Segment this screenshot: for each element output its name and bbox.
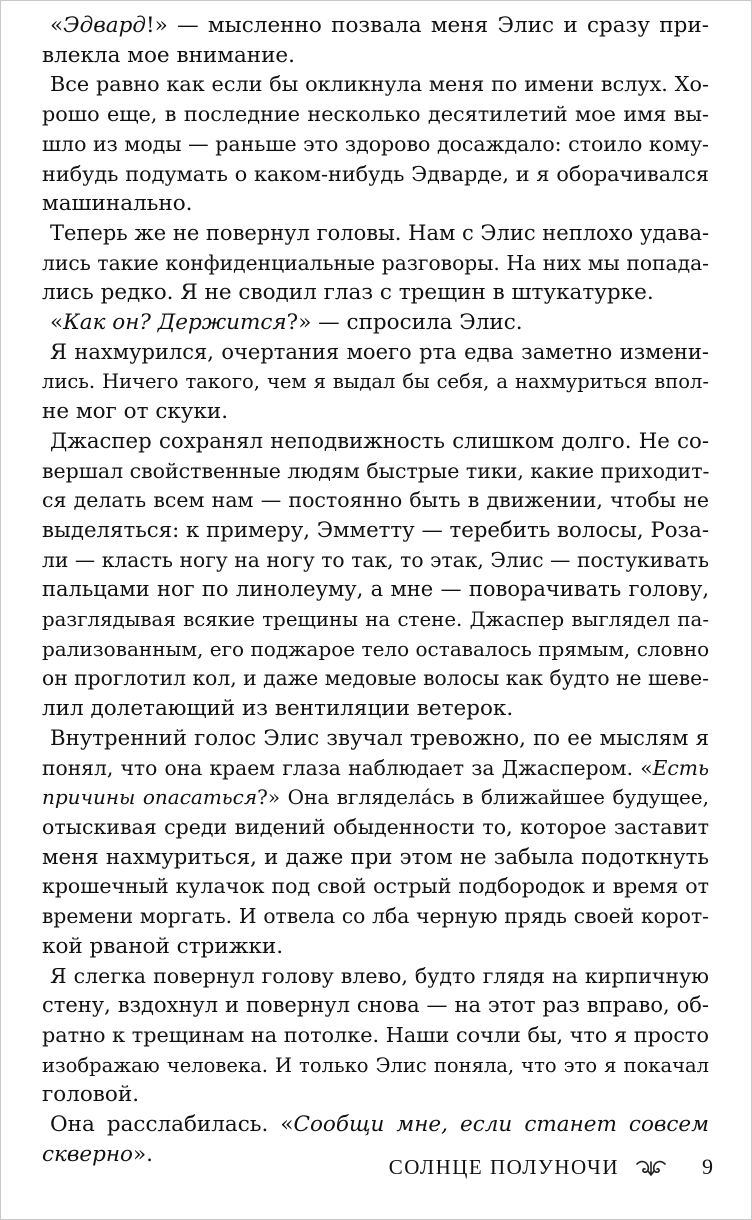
text-line: [42, 249, 709, 279]
text-line: [42, 397, 709, 427]
page-footer: [1, 1151, 751, 1181]
text-run: шло из моды — раньше это здорово досаждало: стоило кому-: [42, 131, 709, 156]
text-line: [42, 338, 709, 368]
text-run: лись такие конфиденциальные разговоры. На них мы попада-: [42, 250, 709, 275]
text-line: [42, 100, 709, 130]
text-line: [42, 160, 709, 190]
text-line: [42, 367, 709, 397]
text-run: ?» Она вглядела́сь в ближайшее будущее,: [257, 785, 710, 810]
text-line: [42, 219, 709, 249]
text-run: лил долетающий из вентиляции ветерок.: [42, 696, 514, 722]
text-run: машинально.: [42, 191, 193, 217]
text-line: [42, 1110, 709, 1140]
text-run: разглядывая всякие трещины на стене. Джаспер выглядел па-: [42, 608, 709, 632]
text-line: [42, 962, 709, 992]
text-run: Я нахмурился, очертания моего рта едва заметно измени-: [50, 339, 709, 364]
text-line: [42, 843, 709, 873]
text-run: ся делать всем нам — постоянно быть в движении, чтобы не: [42, 488, 709, 513]
text-run: времени моргать. И отвела со лба черную прядь своей корот-: [42, 904, 709, 929]
paragraph: [42, 427, 709, 724]
text-line: [42, 1080, 709, 1110]
text-line: [42, 902, 709, 932]
text-line: [42, 694, 709, 724]
text-run: выделяться: к примеру, Эмметту — теребить волосы, Роза-: [42, 517, 709, 543]
text-line: [42, 516, 709, 546]
text-line: [42, 932, 709, 962]
text-line: [42, 991, 709, 1021]
paragraph: [42, 11, 709, 70]
text-run: !» — мысленно позвала меня Элис и сразу при-: [145, 13, 709, 38]
text-line: [42, 486, 709, 516]
paragraph: [42, 219, 709, 308]
text-run: ли — класть ногу на ногу то так, то этак, Элис — постукивать: [42, 547, 709, 572]
text-run: рализованным, его поджарое тело оставалось прямым, словно: [42, 636, 710, 661]
paragraph: [42, 338, 709, 427]
text-line: [42, 457, 709, 487]
text-run: кой рваной стрижки.: [42, 933, 284, 959]
text-run: меня нахмуриться, и даже при этом не забыла подоткнуть: [42, 844, 709, 870]
paragraph: [42, 724, 709, 962]
text-line: [42, 575, 709, 605]
text-run: влекла мое внимание.: [42, 42, 295, 68]
text-line: [42, 308, 709, 338]
text-run: крошечный кулачок под свой острый подбородок и время от: [42, 874, 709, 899]
running-title: СОЛНЦЕ ПОЛУНОЧИ: [388, 1155, 619, 1179]
text-line: [42, 278, 709, 308]
text-line: [42, 130, 709, 160]
text-run: лись. Ничего такого, чем я выдал бы себя, а нахмуриться впол-: [42, 370, 709, 394]
text-line: [42, 11, 709, 41]
text-body: [42, 11, 709, 1169]
italic-text: причины опасаться: [42, 785, 258, 810]
text-run: «: [50, 13, 64, 38]
paragraph: [42, 308, 709, 338]
italic-text: скверно: [42, 1141, 133, 1167]
text-line: [42, 872, 709, 902]
text-run: отыскивая среди видений обыденности то, которое заставит: [42, 814, 709, 839]
fleuron-icon: [635, 1159, 667, 1177]
text-run: он проглотил кол, и даже медовые волосы как будто не шеве-: [42, 666, 709, 691]
text-line: [42, 813, 709, 843]
text-line: [42, 1051, 709, 1081]
italic-text: Эдвард: [63, 13, 146, 38]
paragraph: [42, 70, 709, 219]
italic-text: Есть: [652, 755, 709, 780]
text-line: [42, 724, 709, 754]
text-run: Теперь же не повернул головы. Нам с Элис неплохо удава-: [50, 220, 710, 245]
text-run: вершал свойственные людям быстрые тики, какие приходит-: [42, 458, 710, 483]
text-line: [42, 754, 709, 784]
text-line: [42, 605, 709, 635]
text-line: [42, 664, 709, 694]
text-run: Внутренний голос Элис звучал тревожно, по ее мыслям я: [50, 725, 709, 751]
text-line: [42, 427, 709, 457]
text-run: Она расслабилась. «: [50, 1112, 294, 1138]
text-line: [42, 189, 709, 219]
text-run: лись редко. Я не сводил глаз с трещин в штукатурке.: [42, 280, 654, 306]
text-line: [42, 41, 709, 71]
page-number: 9: [702, 1154, 713, 1179]
text-run: Все равно как если бы окликнула меня по имени вслух. Хо-: [50, 72, 709, 97]
text-run: не мог от скуки.: [42, 399, 229, 425]
text-line: [42, 70, 709, 100]
text-run: стену, вздохнул и повернул снова — на этот раз вправо, об-: [42, 993, 709, 1018]
text-line: [42, 1021, 709, 1051]
text-line: [42, 635, 709, 665]
text-run: ратно к трещинам на потолке. Наши сочли бы, что я просто: [42, 1022, 709, 1047]
text-line: [42, 546, 709, 576]
text-run: нибудь подумать о каком-нибудь Эдварде, и я оборачивался: [42, 161, 709, 186]
text-run: ».: [133, 1141, 153, 1167]
text-run: Я слегка повернул голову влево, будто глядя на кирпичную: [50, 963, 709, 988]
italic-text: Сообщи мне, если станет совсем: [293, 1112, 709, 1138]
text-run: понял, что она краем глаза наблюдает за Джаспером. «: [42, 755, 653, 780]
text-run: рошо еще, в последние несколько десятилетий мое имя вы-: [42, 102, 709, 127]
italic-text: Как он? Держится: [63, 310, 287, 336]
text-run: ?» — спросила Элис.: [286, 310, 523, 336]
text-line: [42, 783, 709, 813]
text-run: Джаспер сохранял неподвижность слишком долго. Не со-: [50, 428, 709, 454]
text-run: пальцами ног по линолеуму, а мне — поворачивать голову,: [42, 577, 709, 602]
paragraph: [42, 962, 709, 1111]
text-run: головой.: [42, 1082, 140, 1108]
text-run: «: [50, 310, 64, 336]
text-run: изображаю человека. И только Элис поняла, что это я покачал: [42, 1053, 709, 1077]
